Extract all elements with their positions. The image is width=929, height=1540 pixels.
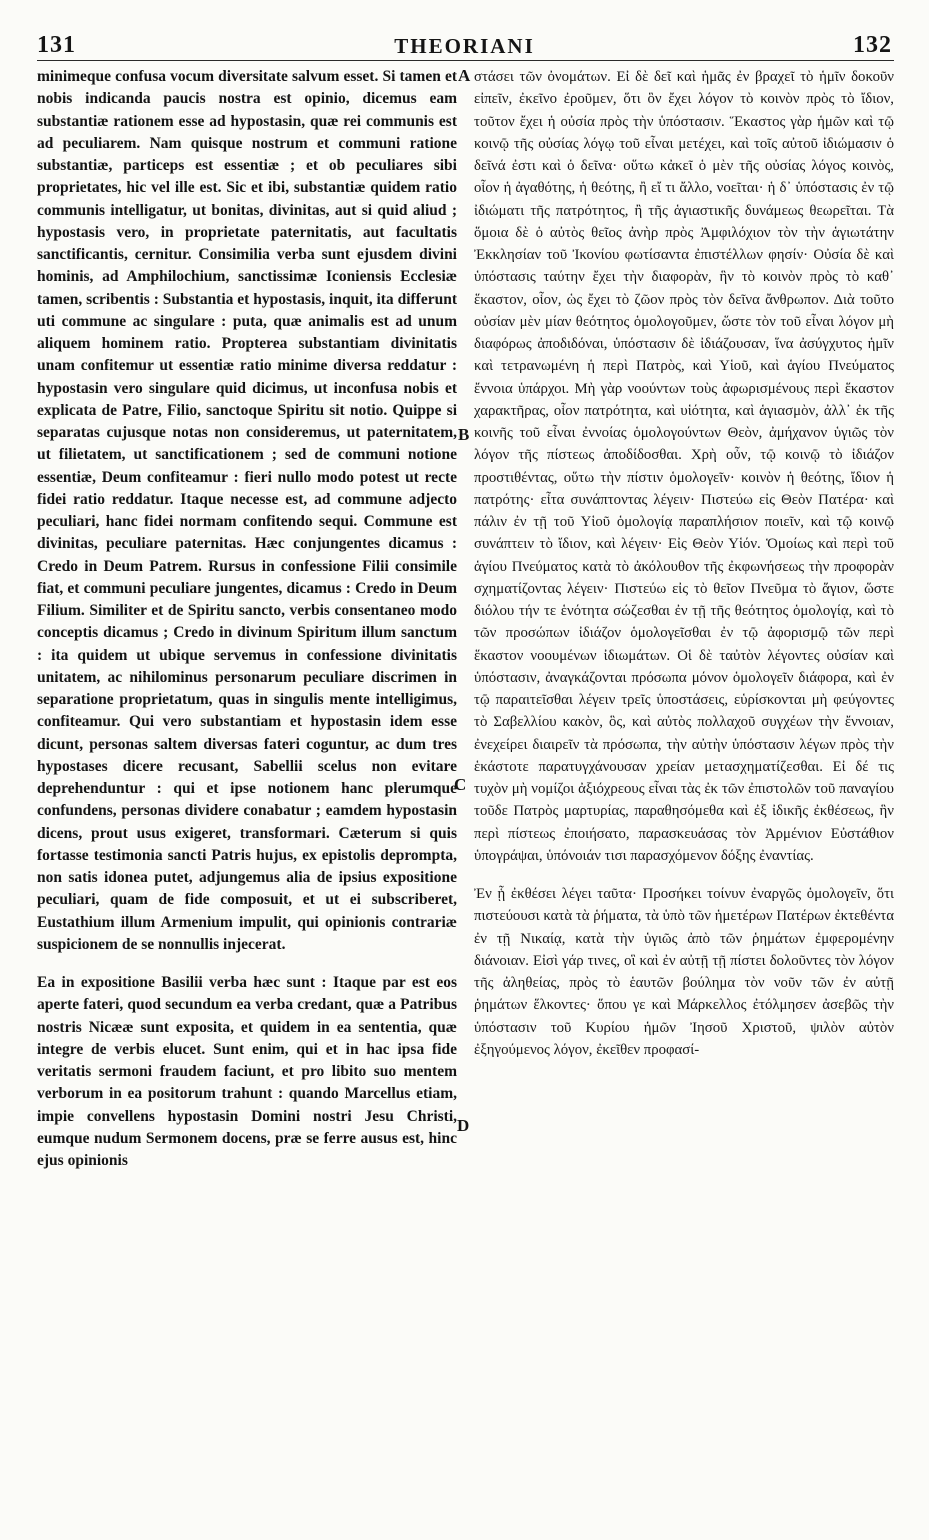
margin-letter-d: D <box>457 1116 470 1135</box>
greek-paragraph-2: Ἐν ᾗ ἐκθέσει λέγει ταῦτα· Προσήκει τοίνυν ἐναργῶς ὁμολογεῖν, ὅτι πιστεύουσι κατὰ τὰ ῥήματα, τὰ ὑπὸ τῶν ἡμετέρων Πατέρων ἐκτεθέντα ἐν τῇ Νικαίᾳ, κατὰ τὴν ὑγιῶς ἀπὸ τῶν ῥημάτων ἐμφερομένην διάνοιαν. Εἰσὶ γάρ τινες, οἳ καὶ ἐν αὐτῇ τῇ πίστει δολοῦντες τὸν λόγον τῆς ἀληθείας, πρὸς τὸ ἑαυτῶν βούλημα τὸν νοῦν τῶν ἐν αὐτῇ ῥημάτων ἕλκοντες· ὅπου γε καὶ Μάρκελλος ἐτόλμησεν ἀσεβῶς τὴν ὑπόστασιν τοῦ Κυρίου ἡμῶν Ἰησοῦ Χριστοῦ, ψιλὸν αὐτὸν ἐξηγούμενος λόγον, ἐκεῖθεν προφασί- <box>474 886 894 1058</box>
greek-column <box>474 66 894 1061</box>
running-header <box>0 32 929 60</box>
paragraph-gap <box>37 956 457 972</box>
margin-letter-b: B <box>458 425 470 444</box>
latin-column <box>37 66 457 1172</box>
latin-paragraph-2: Ea in expositione Basilii verba hæc sunt : Itaque par est eos aperte fateri, quod secundum ea verba credant, quæ a Patribus nostris Nicææ sunt exposita, et quidem in ea sententia, quæ integre de verbis elucet. Sunt enim, qui et in hac ipsa fide veritatis sermoni fraudem faciunt, et pro libito suo mentem verborum in ea positorum trahunt : quando Marcellus etiam, impie convellens hypostasin Domini nostri Jesu Christi, eumque nudum Sermonem docens, præ se ferre ausus est, hinc ejus opinionis <box>37 974 457 1169</box>
page-number-right: 132 <box>853 32 892 58</box>
latin-paragraph-1: minimeque confusa vocum diversitate salvum esset. Si tamen et nobis indicanda paucis nostra est opinio, dicemus eam substantiæ rationem esse ad hypostasin, quæ rei communis est ad peculiarem. Nam quisque nostrum et communi ratione substantiæ, particeps est essentiæ ; et ob peculiares sibi proprietates, hic vel ille est. Sic et ibi, substantiæ quidem ratio communis intelligatur, ut bonitas, divinitas, aut si quid aliud ; hypostasis vero, in proprietate paternitatis, aut facultatis sanctificantis, cernitur. Consimilia verba sunt ejusdem divini hominis, ad Amphilochium, sanctissimæ Iconiensis Ecclesiæ tamen, scribentis : Substantia et hypostasis, inquit, ita differunt uti commune ac singulare : puta, quæ animalis est ad unum aliquem hominem ratio. Propterea substantiam divinitatis unam confitemur ut essentiæ ratio minime diversa reddatur : hypostasin vero singulare quid dicimus, ut inconfusa nobis et explicata de Patre, Filio, sanctoque Spiritu sit notio. Quippe si separatas cujusque notas non consideremus, ut paternitatem, ut filietatem, ut sanctificationem ; sed de communi notione essentiæ, Deum confiteamur : fieri nullo modo potest ut recte fidei ratio reddatur. Itaque necesse est, ad commune adjecto peculiari, hanc fidei normam confitendo sequi. Commune est divinitas, peculiare paternitas. Hæc conjungentes dicamus : Credo in Deum Patrem. Rursus in confessione Filii consimile fiat, et communi peculiare jungentes, dicamus : Credo in Deum Filium. Similiter et de Spiritu sancto, verbis consentaneo modo conceptis dicamus ; Credo in divinum Spiritum illum sanctum : ita quidem ut ubique servemus in confessione divinitatis unitatem, ac nihilominus personarum peculiare discrimen in separatione proprietatum, quas in singulis mente intelligimus, confiteamur. Qui vero substantiam et hypostasin idem esse dicunt, personas saltem diversas fateri coguntur, ac dum tres hypostases dicere recusant, Sabellii scelus non evitare deprehenduntur : qui et ipse notionem hanc plerumque confundens, personas dividere conabatur ; eamdem hypostasin dicens, prout usus exigeret, transformari. Cæterum si quis fortasse testimonia sancti Patris hujus, ex epistolis depromptа, non satis idonea putet, adjungemus alia de ipsius expositione peculiari, quam de fide composuit, et ut ei subscriberet, Eustathium illum Armenium impulit, qui opinionis contrariæ suspicionem de se nonnullis injecerat. <box>37 68 457 953</box>
paragraph-gap <box>474 867 894 883</box>
running-title: THEORIANI <box>394 34 535 58</box>
greek-paragraph-1: στάσει τῶν ὀνομάτων. Εἰ δὲ δεῖ καὶ ἡμᾶς ἐν βραχεῖ τὸ ἡμῖν δοκοῦν εἰπεῖν, ἐκεῖνο ἐροῦμεν, ὅτι ὃν ἔχει λόγον τὸ κοινὸν πρὸς τὸ ἴδιον, τοῦτον ἔχει ἡ οὐσία πρὸς τὴν ὑπόστασιν. Ἕκαστος γὰρ ἡμῶν καὶ τῷ κοινῷ τῆς οὐσίας λόγῳ τοῦ εἶναι μετέχει, καὶ τοῖς αὐτοῦ ἰδιώμασιν ὁ δεῖνά ἐστι καὶ ὁ δεῖνα· οὕτω κἀκεῖ ὁ μὲν τῆς οὐσίας λόγος κοινὸς, οἷον ἡ ἀγαθότης, ἡ θεότης, ἢ εἴ τι ἄλλο, νοεῖται· ἡ δ᾽ ὑπόστασις ἐν τῷ ἰδιώματι τῆς πατρότητος, ἢ τῆς ἁγιαστικῆς δυνάμεως θεωρεῖται. Τὰ ὅμοια δὲ ὁ αὐτὸς θεῖος ἀνὴρ πρὸς Ἀμφιλόχιον τὸν τὴν ἁγιωτάτην Ἐκκλησίαν τοῦ Ἰκονίου φωτίσαντα ἐπιστέλλων φησίν· Οὐσία δὲ καὶ ὑπόστασις ταύτην ἔχει τὴν διαφορὰν, ἣν τὸ κοινὸν πρὸς τὸ καθ᾽ ἕκαστον, οἷον, ὡς ἔχει τὸ ζῶον πρὸς τὸν δεῖνα ἄνθρωπον. Διὰ τοῦτο οὐσίαν μὲν μίαν θεότητος ὁμολογοῦμεν, ὥστε τὸν τοῦ εἶναι λόγον μὴ διαφόρως ἀποδιδόναι, ὑπόστασιν δὲ ἰδιάζουσαν, ἵνα ἀσύγχυτος ἡμῖν καὶ τετρανωμένη ἡ περὶ Πατρὸς, καὶ Υἱοῦ, καὶ ἁγίου Πνεύματος ἔννοια ὑπάρχοι. Μὴ γὰρ νοούντων τοὺς ἀφωρισμένους περὶ ἕκαστον χαρακτῆρας, οἷον πατρότητα, καὶ υἱότητα, καὶ ἁγιασμὸν, ἀλλ᾽ ἐκ τῆς κοινῆς τοῦ εἶναι ἐννοίας ὁμολογούντων Θεὸν, ἀμήχανον ὑγιῶς τὸν λόγον τῆς πίστεως ἀποδίδοσθαι. Χρὴ οὖν, τῷ κοινῷ τὸ ἰδιάζον προστιθέντας, οὕτω τὴν πίστιν ὁμολογεῖν· κοινὸν ἡ θεότης, ἴδιον ἡ πατρότης· εἶτα συνάπτοντας λέγειν· Πιστεύω εἰς Θεὸν Πατέρα· καὶ πάλιν ἐν τῇ τοῦ Υἱοῦ ὁμολογίᾳ παραπλήσιον ποιεῖν, καὶ τῷ κοινῷ συνάπτειν τὸ ἴδιον, καὶ λέγειν· Εἰς Θεὸν Υἱόν. Ὁμοίως καὶ περὶ τοῦ ἁγίου Πνεύματος κατὰ τὸ ἀκόλουθον τῆς ἐκφωνήσεως τὴν προφορὰν σχηματίζοντας λέγειν· Πιστεύω εἰς τὸ θεῖον Πνεῦμα τὸ ἅγιον, ὥστε διόλου τήν τε ἑνότητα σώζεσθαι ἐν τῇ τῆς θεότητος ὁμολογίᾳ, καὶ τὸ τῶν προσώπων ἰδιάζον ὁμολογεῖσθαι ἐν τῷ ἀφορισμῷ τῶν περὶ ἕκαστον νοουμένων ἰδιωμάτων. Οἱ δὲ ταὐτὸν λέγοντες οὐσίαν καὶ ὑπόστασιν, ἀναγκάζονται πρόσωπα μόνον ὁμολογεῖν διάφορα, καὶ ἐν τῷ παραιτεῖσθαι λέγειν τρεῖς ὑποστάσεις, εὑρίσκονται μὴ φεύγοντες τὸ Σαβελλίου κακὸν, ὃς, καὶ αὐτὸς πολλαχοῦ συγχέων τὴν ἔννοιαν, ἐνεχείρει διαιρεῖν τὰ πρόσωπα, τὴν αὐτὴν ὑπόστασιν λέγων πρὸς τὴν ἑκάστοτε παρατυγχάνουσαν χρείαν μετασχηματίζεσθαι. Εἰ δέ τις τυχὸν μὴ νομίζοι ἀξιόχρεους εἶναι τὰς ἐκ τῶν ἐπιστολῶν τοῦ παναγίου τοῦδε Πατρὸς μαρτυρίας, παραθησόμεθα καὶ ἐξ ἰδικῆς ἐκθέσεως, ἣν περὶ πίστεως ἐποιήσατο, παρασκευάσας τὸν Ἀρμένιον Εὐστάθιον ὑπογράψαι, ὑπόνοιάν τισι παρασχόμενον δόξης ἐναντίας. <box>474 69 894 864</box>
margin-letter-a: A <box>458 66 471 85</box>
margin-letter-c: C <box>454 775 467 794</box>
page-number-left: 131 <box>37 32 76 58</box>
header-rule <box>37 60 894 61</box>
